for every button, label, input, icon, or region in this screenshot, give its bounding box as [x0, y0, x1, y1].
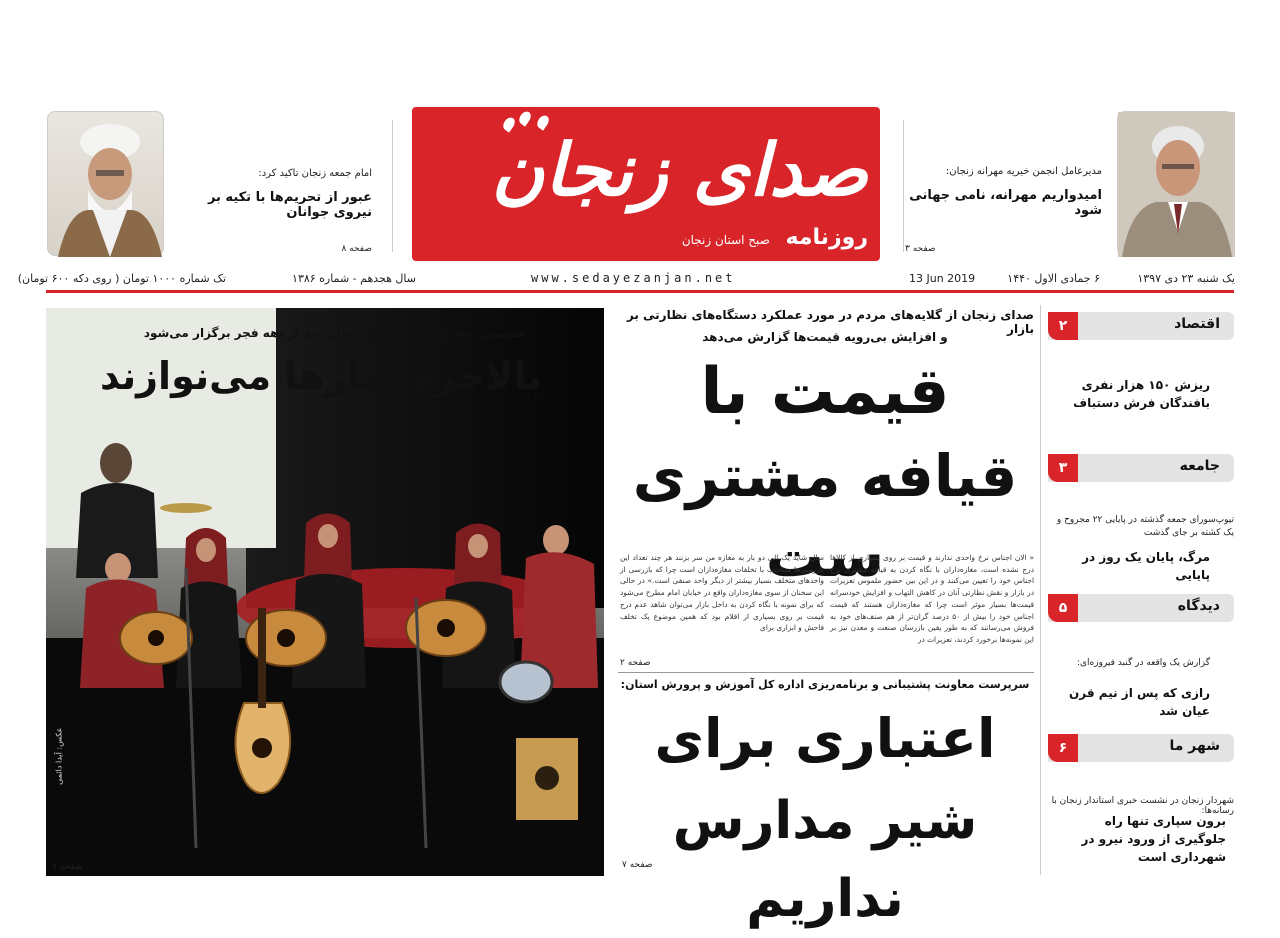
price-info: تک شماره ۱۰۰۰ تومان ( روی دکه ۶۰۰ تومان) [17, 272, 226, 285]
second-story-page: صفحه ۷ [622, 860, 653, 870]
masthead-subtitle-main: روزنامه [785, 225, 868, 250]
section-page-number: ۶ [1048, 734, 1078, 762]
masthead-title: صدای زنجان [491, 127, 868, 212]
section-label: جامعه [1179, 458, 1220, 474]
section-title[interactable]: برون سپاری تنها راه جلوگیری از ورود نیرو در شهرداری است [1081, 814, 1226, 864]
lead-story-body-left: سال شاید یک الی دو بار به مغازه من سر بزنند هر چند تعداد این بازرسی‌ها متناسب با تخلفات مغازه‌داران است چرا که بازرسی از واحدهای متخلف بسیار بیشتر از دیگر واحد صنفی است.» در حالی این سخنان از سوی مغازه‌داران واقع در خیابان امام مطرح می‌شود که برای نمونه با نگاه کردن به داخل بازار می‌توان شاهد عدم درج قیمت بر روی بسیاری از اقلام بود که همین موضوع یک تخلف فاحش و ابزاری برای [620, 553, 824, 633]
masthead-rule [46, 290, 1234, 293]
second-story-kicker: سرپرست معاونت پشتیبانی و برنامه‌ریزی اداره کل آموزش و پرورش استان: [620, 678, 1030, 691]
website-link[interactable]: www.sedayezanjan.net [531, 271, 736, 285]
photo-story-kicker: ششمین جشنواره موسیقی استان بعد از دهه فجر برگزار می‌شود [143, 326, 526, 340]
section-label: دیدگاه [1177, 598, 1220, 614]
column-divider [1040, 305, 1041, 875]
section-kicker: تیوپ‌سورای جمعه گذشته در پایایی ۲۲ مجروح و یک کشته بر جای گذشت [1056, 515, 1234, 538]
second-story-headline-line2[interactable]: شیر مدارس نداریم [672, 791, 978, 929]
lead-story-headline-line2[interactable]: قیافه مشتری ست [632, 442, 1018, 590]
photo-story-headline[interactable]: بالاخره سازها می‌نوازند [99, 354, 543, 398]
right-teaser-title[interactable]: امیدواریم مهرانه، نامی جهانی شود [909, 188, 1102, 218]
masthead-logo [412, 107, 880, 261]
section-label: شهر ما [1169, 738, 1220, 754]
section-page-number: ۲ [1048, 312, 1078, 340]
mehraneh-director-photo [1117, 111, 1234, 256]
date-hijri: ۶ جمادی الاول ۱۴۴۰ [1007, 272, 1100, 285]
music-festival-photo[interactable] [46, 308, 604, 876]
divider [903, 120, 904, 252]
section-title[interactable]: ریزش ۱۵۰ هزار نفری بافندگان فرش دستباف [1073, 378, 1210, 410]
left-teaser-page: صفحه ۸ [341, 244, 372, 254]
section-page-number: ۳ [1048, 454, 1078, 482]
lead-story-headline-line1[interactable]: قیمت با [700, 355, 950, 429]
second-story-headline-line1[interactable]: اعتباری برای [654, 707, 996, 770]
section-kicker: شهردار زنجان در نشست خبری استاندار زنجان با رسانه‌ها: [1051, 796, 1234, 816]
section-title[interactable]: مرگ، پایان یک روز در پایایی [1082, 550, 1210, 582]
photo-story-page: صفحه ۷ [52, 862, 83, 872]
section-label: اقتصاد [1174, 316, 1220, 332]
date-english: 13 Jun 2019 [909, 272, 976, 285]
section-title[interactable]: رازی که پس از نیم قرن عیان شد [1069, 686, 1210, 718]
lead-story-kicker: صدای زنجان از گلایه‌های مردم در مورد عملکرد دستگاه‌های نظارتی بر بازار [626, 308, 1034, 336]
left-teaser-kicker: امام جمعه زنجان تاکید کرد: [258, 168, 372, 179]
lead-story-body-right: « الان اجناس نرخ واحدی ندارند و قیمت بر روی بسیاری از کالاها درج نشده است، مغازه‌داران با نگاه کردن به قیافه مشتری نرخ اجناس خود را تعیین می‌کنند و در این بین حضور ملموس تعزیرات در بازار و نقش نظارتی آنان در کاهش التهاب و افزایش خودسرانه قیمت‌ها بسیار موثر است چرا که مغازه‌داران هستند که قیمت اجناس خود را بیش از ۵۰ درصد گران‌تر از هم صنف‌های خود به فروش می‌رسانند که به طور یقین بازرسان صنعت و معدن نیز بر این نمونه‌ها برخورد کردند، تعزیرات در [830, 553, 1034, 644]
imam-portrait-photo [47, 111, 164, 256]
section-kicker: گزارش یک واقعه در گنبد فیروزه‌ای: [1076, 658, 1210, 668]
right-teaser-kicker: مدیرعامل انجمن خیریه مهرانه زنجان: [945, 166, 1102, 177]
lead-story-kicker-2: و افزایش بی‌رویه قیمت‌ها گزارش می‌دهد [702, 330, 948, 344]
lead-story-page: صفحه ۲ [620, 658, 651, 668]
story-divider [618, 672, 1034, 673]
masthead-tagline: صبح استان زنجان [681, 233, 770, 247]
masthead-subtitle [682, 225, 868, 250]
left-teaser-title[interactable]: عبور از تحریم‌ها با تکیه بر نیروی جوانان [207, 190, 372, 220]
issue-info: سال هجدهم - شماره ۱۳۸۶ [292, 272, 416, 285]
date-persian: یک شنبه ۲۳ دی ۱۳۹۷ [1137, 272, 1235, 285]
photo-credit: عکس: آیدا دائمی [54, 727, 64, 785]
divider [392, 120, 393, 252]
director-portrait-illustration [1118, 112, 1235, 257]
section-page-number: ۵ [1048, 594, 1078, 622]
imam-portrait-illustration [48, 112, 165, 257]
right-teaser-page: صفحه ۳ [905, 244, 936, 254]
